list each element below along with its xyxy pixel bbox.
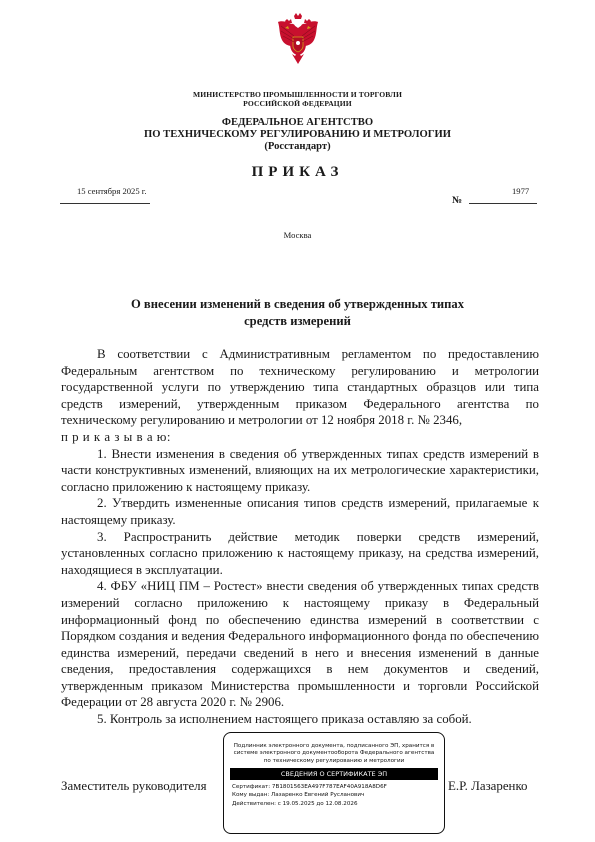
electronic-signature-stamp — [223, 732, 445, 834]
order-word: п р и к а з ы в а ю: — [61, 429, 172, 444]
stamp-issued-to: Кому выдан: Лазаренко Евгений Русланович — [232, 792, 365, 799]
order-item-1: 1. Внести изменения в сведения об утвержденных типах средств измерений в части конструктивных изменений, влияющих на их метрологические характеристики, согласно приложению к настоящему приказу. — [61, 446, 539, 494]
stamp-details — [224, 780, 444, 808]
signatory-position: Заместитель руководителя — [61, 779, 207, 793]
intro-paragraph: В соответствии с Административным регламентом по предоставлению Федеральным агентством по техническому регулированию и метрологии государственной услуги по утверждению типа стандартных образцов или типа средств измерений, утвержденным приказом Федерального агентства по техническому регулированию и метрологии от 12 ноября 2018 г. № 2346, — [61, 347, 539, 428]
agency-line-3: (Росстандарт) — [264, 141, 331, 152]
agency-line-2: ПО ТЕХНИЧЕСКОМУ РЕГУЛИРОВАНИЮ И МЕТРОЛОГИИ — [144, 129, 451, 140]
order-item-3: 3. Распространить действие методик поверки средств измерений, установленных согласно приложению к настоящему приказу, на средства измерений, находящиеся в эксплуатации. — [61, 529, 539, 577]
order-date: 15 сентября 2025 г. — [77, 186, 147, 196]
stamp-certificate-bar: СВЕДЕНИЯ О СЕРТИФИКАТЕ ЭП — [230, 768, 438, 780]
agency-line-1: ФЕДЕРАЛЬНОЕ АГЕНТСТВО — [221, 117, 374, 128]
signatory-name: Е.Р. Лазаренко — [448, 779, 528, 793]
title-line-1: О внесении изменений в сведения об утвержденных типах — [130, 297, 465, 311]
ministry-line-2: РОССИЙСКОЙ ФЕДЕРАЦИИ — [243, 99, 352, 108]
agency-name — [0, 117, 595, 153]
stamp-header: Подлинник электронного документа, подписанного ЭП, хранится в системе электронного документооборота Федерального агентства по техническому регулированию и метрологии — [233, 743, 435, 764]
order-item-4: 4. ФБУ «НИЦ ПМ – Ростест» внести сведения об утвержденных типах средств измерений согласно приложению к настоящему приказу в Федеральный информационный фонд по обеспечению единства измерений в соответствии с Порядком создания и ведения Федерального информационного фонда по обеспечению единства измерений, передачи сведений в него и внесения изменений в данные сведения, предоставления содержащихся в нем документов и сведений, утвержденным приказом Министерства промышленности и торговли Российской Федерации от 28 августа 2020 г. № 2906. — [61, 579, 539, 710]
ministry-line-1: МИНИСТЕРСТВО ПРОМЫШЛЕННОСТИ И ТОРГОВЛИ — [193, 90, 402, 99]
stamp-validity: Действителен: с 19.05.2025 до 12.08.2026 — [232, 800, 358, 807]
order-body — [61, 346, 539, 728]
city: Москва — [283, 230, 312, 240]
number-underline — [469, 203, 537, 204]
coat-of-arms-icon — [276, 12, 320, 68]
document-type-heading: ПРИКАЗ — [251, 164, 344, 180]
title-line-2: средств измерений — [244, 314, 351, 328]
order-item-5: 5. Контроль за исполнением настоящего приказа оставляю за собой. — [97, 712, 472, 727]
number-sign: № — [452, 195, 463, 206]
date-underline — [60, 203, 150, 204]
order-item-2: 2. Утвердить измененные описания типов средств измерений, прилагаемые к настоящему приказу. — [61, 496, 539, 527]
stamp-certificate: Сертификат: 7B1801563EA497F787EAF40A918A8D6F — [232, 784, 387, 791]
ministry-name — [0, 90, 595, 108]
order-title — [0, 296, 595, 330]
order-number: 1977 — [512, 186, 530, 196]
